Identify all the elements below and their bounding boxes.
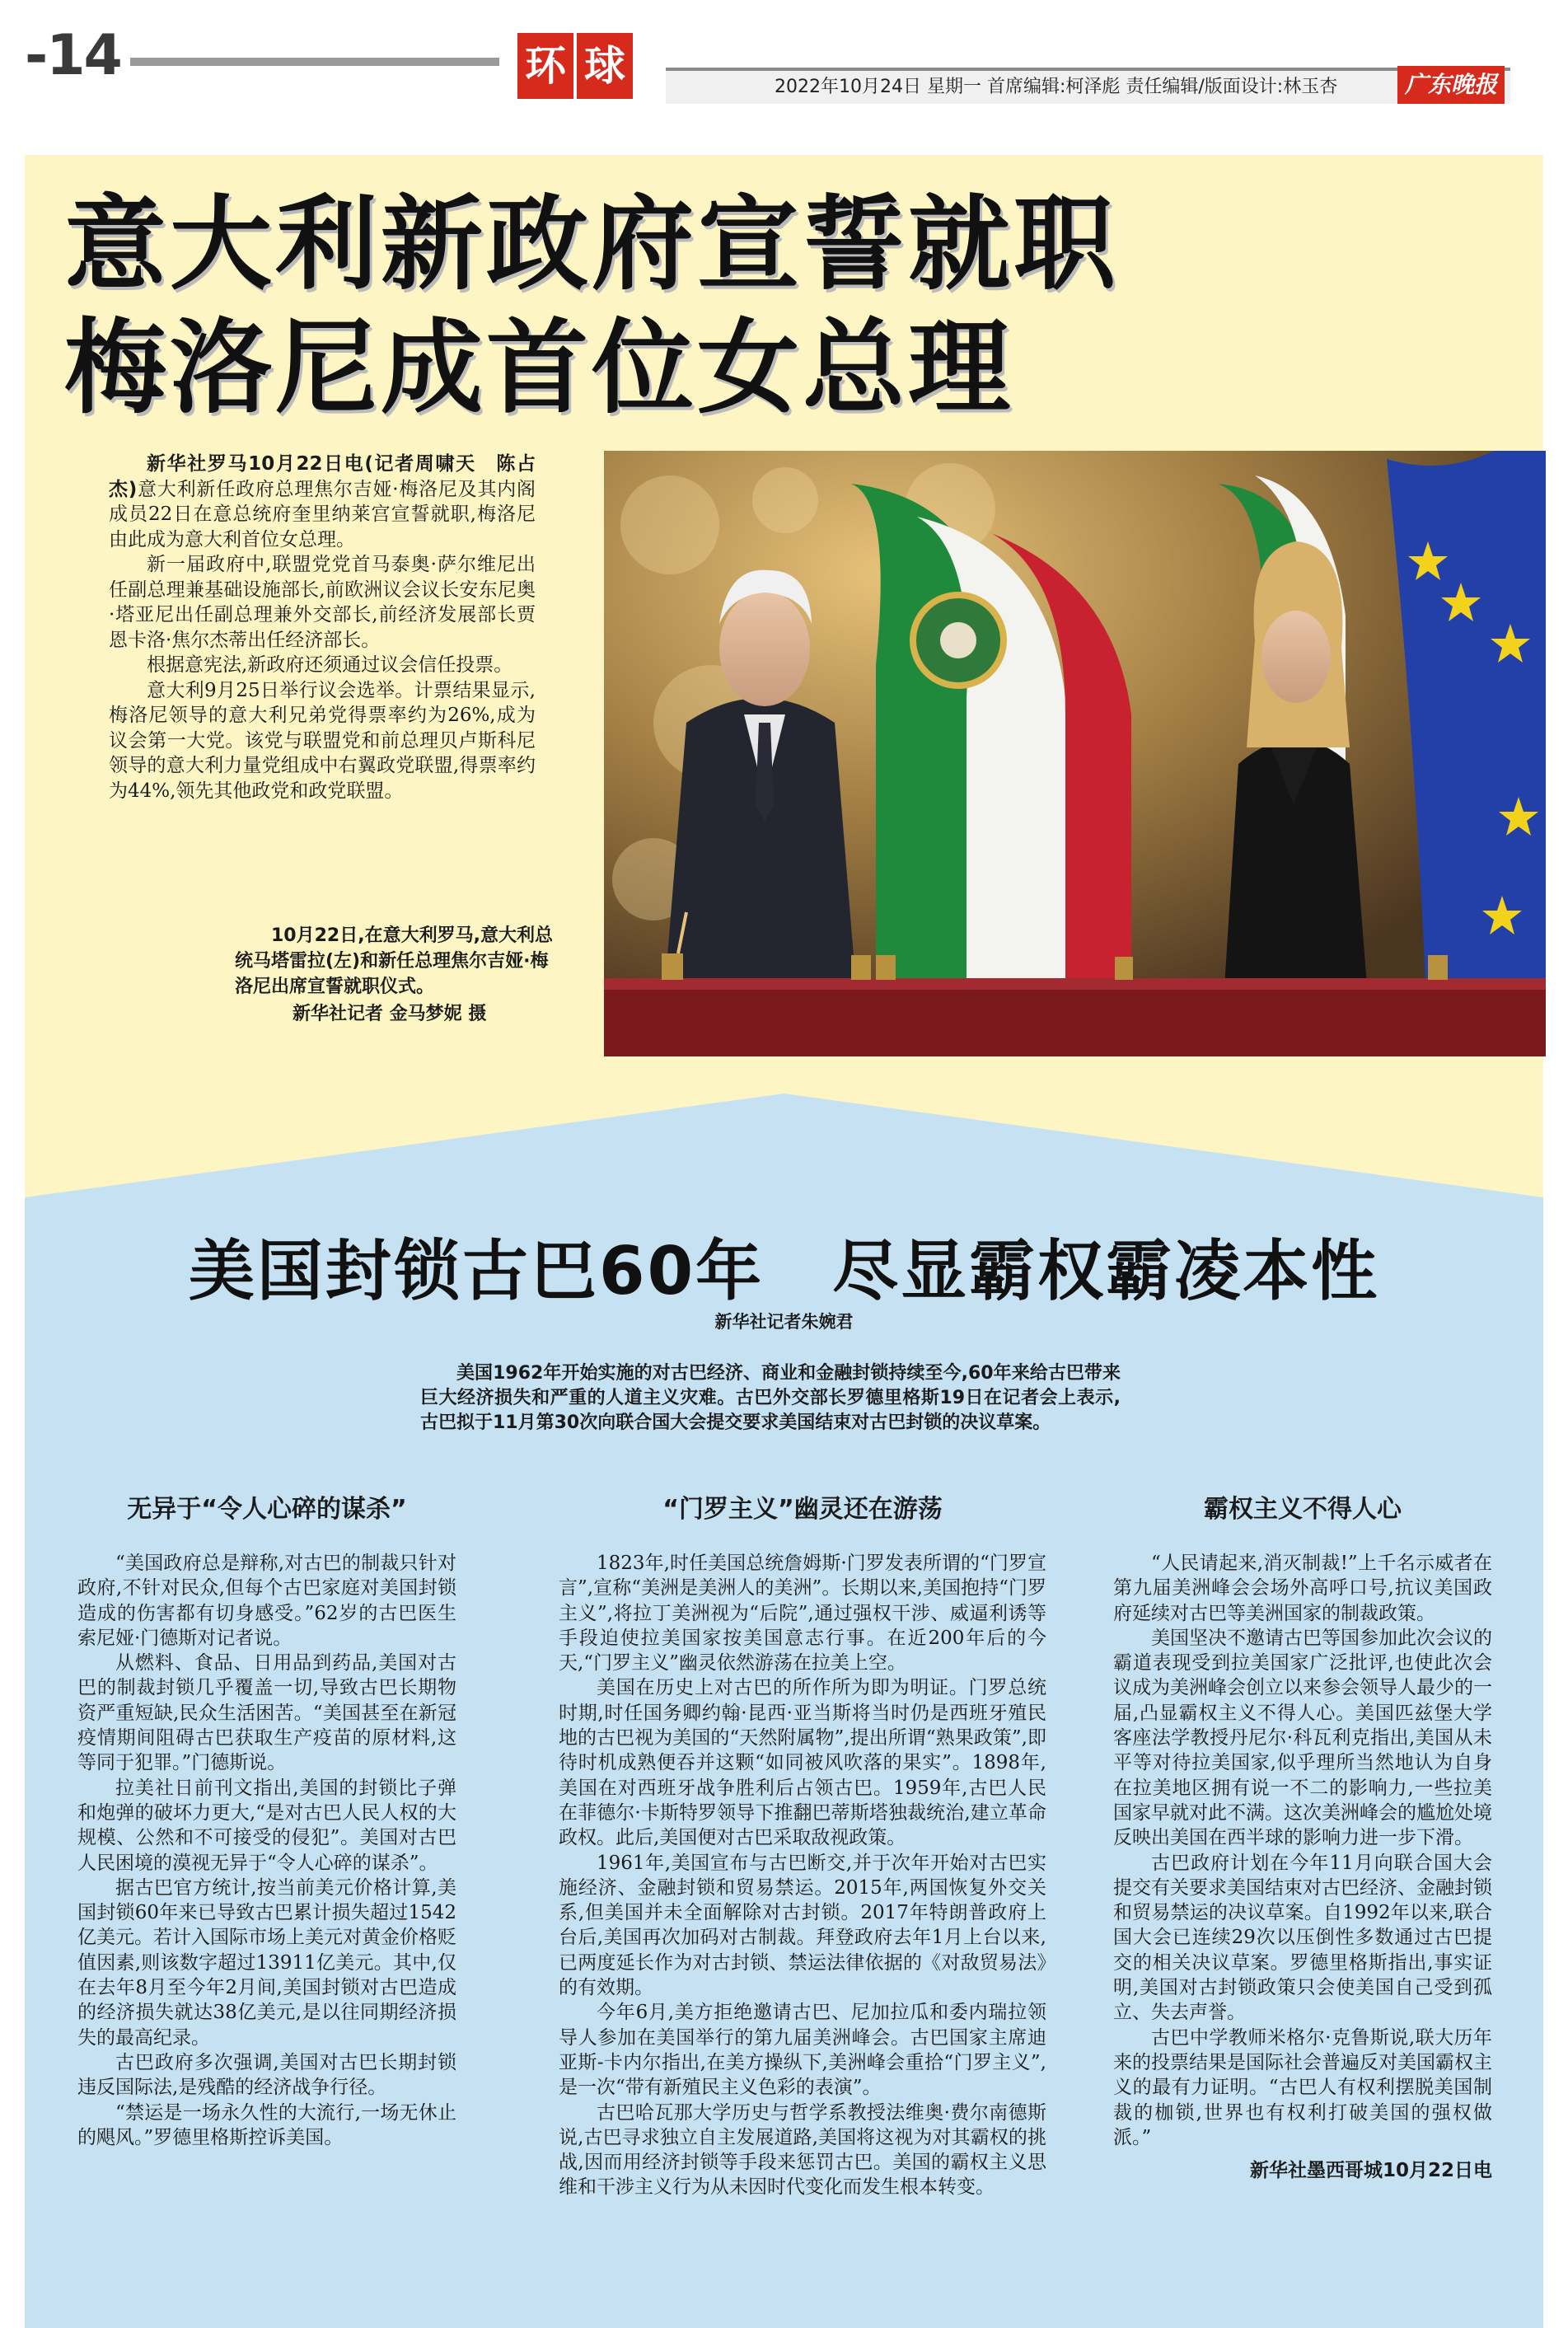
section-tag-char: 球 xyxy=(577,33,633,99)
section-tag-char: 环 xyxy=(517,33,573,99)
article-column-1 xyxy=(77,1493,456,2150)
article-paragraph: “禁运是一场永久性的大流行,一场无休止的飓风。”罗德里格斯控诉美国。 xyxy=(77,2101,456,2148)
newspaper-masthead-logo: 广东晚报 xyxy=(1397,66,1505,104)
issue-meta: 2022年10月24日 星期一 首席编辑:柯泽彪 责任编辑/版面设计:林玉杏 xyxy=(775,77,1338,97)
column-subheading: “门罗主义”幽灵还在游荡 xyxy=(662,1495,943,1524)
column-subheading: 无异于“令人心碎的谋杀” xyxy=(127,1495,407,1524)
article-paragraph: 美国坚决不邀请古巴等国参加此次会议的霸道表现受到拉美国家广泛批评,也使此次会议成为美洲峰会创立以来参会领导人最少的一届,凸显霸权主义不得人心。美国匹兹堡大学客座法学教授丹尼尔·科瓦利克指出,美国从未平等对待拉美国家,似乎理所当然地认为自身在拉美地区拥有说一不二的影响力,一些拉美国家早就对此不满。这次美洲峰会的尴尬处境反映出美国在西半球的影响力进一步下滑。 xyxy=(1113,1627,1492,1849)
article-paragraph: 古巴政府多次强调,美国对古巴长期封锁违反国际法,是残酷的经济战争行径。 xyxy=(77,2051,456,2099)
article-paragraph: 据古巴官方统计,按当前美元价格计算,美国封锁60年来已导致古巴累计损失超过1542亿美元。若计入国际市场上美元对黄金价格贬值因素,则该数字超过13911亿美元。其中,仅在去年8月至今年2月间,美国封锁对古巴造成的经济损失就达38亿美元,是以往同期经济损失的最高纪录。 xyxy=(77,1876,456,2049)
article-paragraph: 意大利9月25日举行议会选举。计票结果显示,梅洛尼领导的意大利兄弟党得票率约为26%,成为议会第一大党。该党与联盟党和前总理贝卢斯科尼领导的意大利力量党组成中右翼政党联盟,得票率约为44%,领先其他政党和政党联盟。 xyxy=(109,679,536,802)
headline-line: 意大利新政府宣誓就职 xyxy=(64,185,1120,304)
bottom-article-byline: 新华社记者朱婉君 xyxy=(714,1312,854,1332)
photo-caption: 10月22日,在意大利罗马,意大利总统马塔雷拉(左)和新任总理焦尔吉娅·梅洛尼出席宣誓就职仪式。 xyxy=(235,925,553,997)
header-rule xyxy=(130,58,499,66)
ceremony-photo xyxy=(604,451,1546,1056)
article-paragraph: “美国政府总是辩称,对古巴的制裁只针对政府,不针对民众,但每个古巴家庭对美国封锁造成的伤害都有切身感受。”62岁的古巴医生索尼娅·门德斯对记者说。 xyxy=(77,1553,456,1649)
bottom-article-summary: 美国1962年开始实施的对古巴经济、商业和金融封锁持续至今,60年来给古巴带来巨大经济损失和严重的人道主义灾难。古巴外交部长罗德里格斯19日在记者会上表示,古巴拟于11月第30次向联合国大会提交要求美国结束对古巴封锁的决议草案。 xyxy=(420,1363,1121,1433)
column-subheading: 霸权主义不得人心 xyxy=(1204,1495,1402,1524)
headline-line: 梅洛尼成首位女总理 xyxy=(64,309,1014,428)
article-paragraph: 古巴中学教师米格尔·克鲁斯说,联大历年来的投票结果是国际社会普遍反对美国霸权主义的最有力证明。“古巴人有权利摆脱美国制裁的枷锁,世界也有权利打破美国的强权做派。” xyxy=(1113,2026,1492,2148)
article-paragraph: 新一届政府中,联盟党党首马泰奥·萨尔维尼出任副总理兼基础设施部长,前欧洲议会议长安东尼奥·塔亚尼出任副总理兼外交部长,前经济发展部长贾恩卡洛·焦尔杰蒂出任经济部长。 xyxy=(109,554,536,651)
article-column-3 xyxy=(1113,1493,1492,2183)
article-dateline: 新华社墨西哥城10月22日电 xyxy=(1249,2160,1492,2182)
article-paragraph: 古巴哈瓦那大学历史与哲学系教授法维奥·费尔南德斯说,古巴寻求独立自主发展道路,美国将这视为对其霸权的挑战,因而用经济封锁等手段来惩罚古巴。美国的霸权主义思维和干涉主义行为从未因时代变化而发生根本转变。 xyxy=(559,2101,1046,2199)
paragraph-text: 意大利新任政府总理焦尔吉娅·梅洛尼及其内阁成员22日在意总统府奎里纳莱宫宣誓就职,梅洛尼由此成为意大利首位女总理。 xyxy=(109,478,536,550)
article-byline: 新华社罗马10月22日电(记者周啸天 陈占杰) xyxy=(109,453,536,500)
article-paragraph: 从燃料、食品、日用品到药品,美国对古巴的制裁封锁几乎覆盖一切,导致古巴长期物资严重短缺,民众生活困苦。“美国甚至在新冠疫情期间阻碍古巴获取生产疫苗的原材料,这等同于犯罪。”门德斯说。 xyxy=(77,1652,456,1774)
top-article-headline xyxy=(64,183,1119,430)
article-column-2 xyxy=(559,1493,1046,2200)
article-paragraph: 今年6月,美方拒绝邀请古巴、尼加拉瓜和委内瑞拉领导人参加在美国举行的第九届美洲峰会。古巴国家主席迪亚斯-卡内尔指出,在美方操纵下,美洲峰会重拾“门罗主义”,是一次“带有新殖民主义色彩的表演”。 xyxy=(559,2002,1046,2099)
article-paragraph: “人民请起来,消灭制裁!”上千名示威者在第九届美洲峰会会场外高呼口号,抗议美国政府延续对古巴等美洲国家的制裁政策。 xyxy=(1113,1553,1492,1624)
page-number: -14 xyxy=(25,23,121,88)
photo-credit: 新华社记者 金马梦妮 摄 xyxy=(293,1004,487,1024)
bottom-article-headline: 美国封锁古巴60年 尽显霸权霸凌本性 xyxy=(188,1233,1380,1309)
article-paragraph: 拉美社日前刊文指出,美国的封锁比子弹和炮弹的破坏力更大,“是对古巴人民人权的大规模、公然和不可接受的侵犯”。美国对古巴人民困境的漠视无异于“令人心碎的谋杀”。 xyxy=(77,1777,456,1874)
ceremony-photo-illustration xyxy=(604,451,1546,1056)
article-paragraph: 美国在历史上对古巴的所作所为即为明证。门罗总统时期,时任国务卿约翰·昆西·亚当斯将当时仍是西班牙殖民地的古巴视为美国的“天然附属物”,提出所谓“熟果政策”,即待时机成熟便吞并这颗“如同被风吹落的果实”。1898年,美国在对西班牙战争胜利后占领古巴。1959年,古巴人民在菲德尔·卡斯特罗领导下推翻巴蒂斯塔独裁统治,建立革命政权。此后,美国便对古巴采取敌视政策。 xyxy=(559,1677,1046,1849)
article-paragraph: 根据意宪法,新政府还须通过议会信任投票。 xyxy=(147,654,513,676)
section-tag xyxy=(517,33,633,99)
top-article-body xyxy=(109,452,536,803)
article-paragraph xyxy=(109,452,536,552)
article-paragraph: 1823年,时任美国总统詹姆斯·门罗发表所谓的“门罗宣言”,宣称“美洲是美洲人的美洲”。长期以来,美国抱持“门罗主义”,将拉丁美洲视为“后院”,通过强权干涉、威逼利诱等手段迫使拉美国家按美国意志行事。在近200年后的今天,“门罗主义”幽灵依然游荡在拉美上空。 xyxy=(559,1553,1046,1675)
article-paragraph: 古巴政府计划在今年11月向联合国大会提交有关要求美国结束对古巴经济、金融封锁和贸易禁运的决议草案。自1992年以来,联合国大会已连续29次以压倒性多数通过古巴提交的相关决议草案。罗德里格斯指出,事实证明,美国对古封锁政策只会使美国自己受到孤立、失去声誉。 xyxy=(1113,1852,1492,2024)
article-paragraph: 1961年,美国宣布与古巴断交,并于次年开始对古巴实施经济、金融封锁和贸易禁运。2015年,两国恢复外交关系,但美国并未全面解除对古封锁。2017年特朗普政府上台后,美国再次加码对古制裁。拜登政府去年1月上台以来,已两度延长作为对古封锁、禁运法律依据的《对敌贸易法》的有效期。 xyxy=(559,1852,1046,1999)
